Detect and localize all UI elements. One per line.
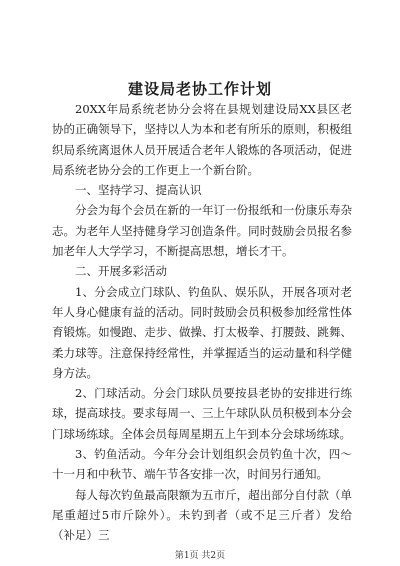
document-body <box>52 99 352 546</box>
study-paragraph: 分会为每个会员在新的一年订一份报纸和一份康乐寿杂志。为老年人坚持健身学习创造条件。同时鼓励会员报名参加老年人大学学习，不断提高思想，增长才干。 <box>52 203 352 259</box>
activities-paragraph-3: 3、钓鱼活动。今年分会计划组织会员钓鱼十次，四～十一月和中秋节、端午节各安排一次，时间另行通知。 <box>52 447 352 482</box>
activities-paragraph-1: 1、分会成立门球队、钓鱼队、娱乐队，开展各项对老年人身心健康有益的活动。同时鼓励会员积极参加经常性体育锻炼。如慢跑、走步、做操、打太极拳、打腰鼓、跳舞、柔力球等。注意保持经常性，并掌握适当的运动量和科学健身方法。 <box>52 284 352 380</box>
intro-paragraph: 20XX年局系统老协分会将在县规划建设局XX县区老协的正确领导下，坚持以人为本和老有所乐的原则，积极组织局系统离退休人员开展适合老年人锻炼的各项活动，促进局系统老协分会的工作更上一个新台阶。 <box>52 102 352 177</box>
activities-paragraph-2: 2、门球活动。分会门球队员要按县老协的安排进行练球，提高球技。要求每周一、三上午球队队员积极到本分会门球场练球。全体会员每周星期五上午到本分会球场练球。 <box>52 386 352 441</box>
activities-paragraph-4: 每人每次钓鱼最高限额为五市斤，超出部分自付款（单尾重超过5市斤除外）。未钓到者（或不足三斤者）发给（补足）三 <box>52 487 352 543</box>
document-title: 建设局老协工作计划 <box>127 80 272 98</box>
section-heading-study: 一、坚持学习、提高认识 <box>75 183 202 198</box>
section-heading-activities: 二、开展多彩活动 <box>75 264 167 279</box>
page-number-footer: 第1页 共2页 <box>174 551 226 561</box>
